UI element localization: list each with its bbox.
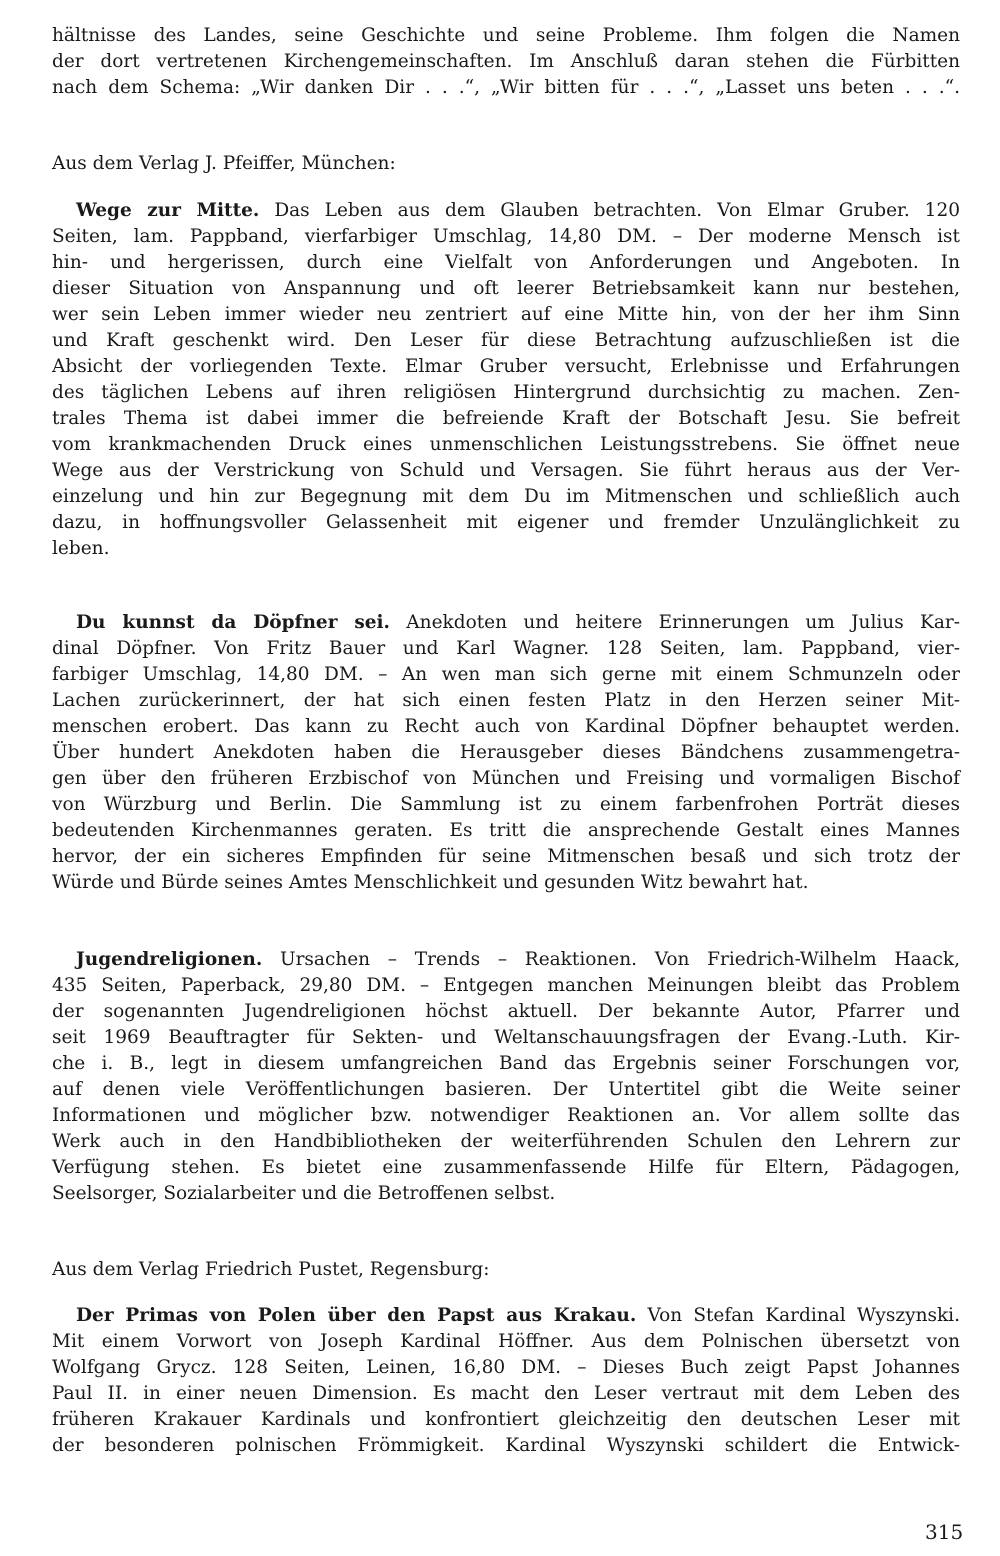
line-text: 435 Seiten, Paperback, 29,80 DM. – Entgegen manchen Meinungen bleibt das Problem [52, 975, 960, 996]
text-line [52, 484, 960, 510]
text-line [52, 999, 960, 1025]
text-line [52, 636, 960, 662]
text-line [52, 792, 960, 818]
text-line [52, 75, 960, 101]
line-text: Mit einem Vorwort von Joseph Kardinal Höffner. Aus dem Polnischen übersetzt von [52, 1331, 960, 1352]
line-text: Seelsorger, Sozialarbeiter und die Betroffenen selbst. [52, 1183, 556, 1204]
line-text: von Würzburg und Berlin. Die Sammlung ist zu einem farbenfrohen Porträt dieses [52, 794, 960, 815]
line-text: Über hundert Anekdoten haben die Herausgeber dieses Bändchens zusammengetra- [52, 742, 960, 763]
line-text: Wege aus der Verstrickung von Schuld und Versagen. Sie führt heraus aus der Ver- [52, 460, 960, 481]
line-text: und Kraft geschenkt wird. Den Leser für diese Betrachtung aufzuschließen ist die [52, 330, 960, 351]
text-line [52, 432, 960, 458]
line-text: Von Stefan Kardinal Wyszynski. [636, 1305, 960, 1326]
text-line [52, 1181, 555, 1207]
line-text: nach dem Schema: „Wir danken Dir . . .“, „Wir bitten für . . .“, „Lasset uns beten . . .“. [52, 77, 960, 98]
line-text: Würde und Bürde seines Amtes Menschlichkeit und gesunden Witz bewahrt hat. [52, 872, 809, 893]
text-line [52, 224, 960, 250]
line-text: dieser Situation von Anspannung und oft leerer Betriebsamkeit kann nur bestehen, [52, 278, 960, 299]
line-text: leben. [52, 538, 110, 559]
line-text: Aus dem Verlag Friedrich Pustet, Regensburg: [52, 1259, 490, 1280]
line-text: Lachen zurückerinnert, der hat sich einen festen Platz in den Herzen seiner Mit- [52, 690, 960, 711]
text-line [52, 328, 960, 354]
line-text: Wolfgang Grycz. 128 Seiten, Leinen, 16,80 DM. – Dieses Buch zeigt Papst Johannes [52, 1357, 960, 1378]
line-text: bedeutenden Kirchenmannes geraten. Es tritt die ansprechende Gestalt eines Mannes [52, 820, 960, 841]
text-line [52, 1025, 960, 1051]
page-number: 315 [925, 1520, 964, 1544]
line-text: vom krankmachenden Druck eines unmenschlichen Leistungsstrebens. Sie öffnet neue [52, 434, 960, 455]
text-line [52, 1381, 960, 1407]
text-line [52, 1407, 960, 1433]
text-line [52, 49, 960, 75]
line-text: dinal Döpfner. Von Fritz Bauer und Karl Wagner. 128 Seiten, lam. Pappband, vier- [52, 638, 960, 659]
text-line [52, 818, 960, 844]
line-text: farbiger Umschlag, 14,80 DM. – An wen man sich gerne mit einem Schmunzeln oder [52, 664, 960, 685]
text-line [52, 536, 109, 562]
book-title: Du kunnst da Döpfner sei. [76, 612, 390, 633]
line-text: seit 1969 Beauftragter für Sekten- und Weltanschauungsfragen der Evang.-Luth. Kir- [52, 1027, 960, 1048]
text-line [52, 1051, 960, 1077]
line-text: hervor, der ein sicheres Empfinden für seine Mitmenschen besaß und sich trotz der [52, 846, 960, 867]
line-text: der dort vertretenen Kirchengemeinschaften. Im Anschluß daran stehen die Fürbitten [52, 51, 960, 72]
text-line [52, 406, 960, 432]
text-line [52, 766, 960, 792]
text-line [52, 250, 960, 276]
text-line [52, 151, 396, 177]
line-text: Absicht der vorliegenden Texte. Elmar Gruber versucht, Erlebnisse und Erfahrungen [52, 356, 960, 377]
review-heading-line [76, 1303, 960, 1329]
line-text: Seiten, lam. Pappband, vierfarbiger Umschlag, 14,80 DM. – Der moderne Mensch ist [52, 226, 960, 247]
line-text: hältnisse des Landes, seine Geschichte und seine Probleme. Ihm folgen die Namen [52, 25, 960, 46]
line-text: des täglichen Lebens auf ihren religiösen Hintergrund durchsichtig zu machen. Zen- [52, 382, 960, 403]
review-heading-line [76, 610, 960, 636]
text-line [52, 1355, 960, 1381]
text-line [52, 276, 960, 302]
text-line [52, 870, 809, 896]
text-line [52, 1433, 960, 1459]
line-text: Informationen und möglicher bzw. notwendiger Reaktionen an. Vor allem sollte das [52, 1105, 960, 1126]
text-line [52, 1155, 960, 1181]
line-text: Das Leben aus dem Glauben betrachten. Von Elmar Gruber. 120 [259, 200, 960, 221]
review-heading-line [76, 947, 960, 973]
line-text: Paul II. in einer neuen Dimension. Es macht den Leser vertraut mit dem Leben des [52, 1383, 960, 1404]
line-text: hin- und hergerissen, durch eine Vielfalt von Anforderungen und Angeboten. In [52, 252, 960, 273]
line-text: Verfügung stehen. Es bietet eine zusammenfassende Hilfe für Eltern, Pädagogen, [52, 1157, 960, 1178]
line-text: gen über den früheren Erzbischof von München und Freising und vormaligen Bischof [52, 768, 960, 789]
text-line [52, 510, 960, 536]
text-line [52, 844, 960, 870]
text-line [52, 1103, 960, 1129]
text-line [52, 458, 960, 484]
text-line [52, 1077, 960, 1103]
line-text: Aus dem Verlag J. Pfeiffer, München: [52, 153, 396, 174]
text-line [52, 1329, 960, 1355]
book-title: Jugendreligionen. [76, 949, 263, 970]
text-line [52, 973, 960, 999]
line-text: dazu, in hoffnungsvoller Gelassenheit mit eigener und fremder Unzulänglichkeit zu [52, 512, 960, 533]
line-text: wer sein Leben immer wieder neu zentriert auf eine Mitte hin, von der her ihm Sinn [52, 304, 960, 325]
line-text: einzelung und hin zur Begegnung mit dem Du im Mitmenschen und schließlich auch [52, 486, 960, 507]
line-text: der besonderen polnischen Frömmigkeit. Kardinal Wyszynski schildert die Entwick- [52, 1435, 960, 1456]
text-line [52, 380, 960, 406]
text-line [52, 1257, 489, 1283]
line-text: früheren Krakauer Kardinals und konfrontiert gleichzeitig den deutschen Leser mit [52, 1409, 960, 1430]
line-text: Werk auch in den Handbibliotheken der weiterführenden Schulen den Lehrern zur [52, 1131, 960, 1152]
line-text: der sogenannten Jugendreligionen höchst aktuell. Der bekannte Autor, Pfarrer und [52, 1001, 960, 1022]
text-line [52, 740, 960, 766]
text-line [52, 1129, 960, 1155]
text-line [52, 23, 960, 49]
text-line [52, 302, 960, 328]
text-line [52, 662, 960, 688]
text-line [52, 714, 960, 740]
text-line [52, 688, 960, 714]
review-heading-line [76, 198, 960, 224]
line-text: Anekdoten und heitere Erinnerungen um Julius Kar- [389, 612, 960, 633]
text-line [52, 354, 960, 380]
line-text: che i. B., legt in diesem umfangreichen Band das Ergebnis seiner Forschungen vor, [52, 1053, 960, 1074]
line-text: menschen erobert. Das kann zu Recht auch von Kardinal Döpfner behauptet werden. [52, 716, 960, 737]
book-title: Wege zur Mitte. [76, 200, 260, 221]
line-text: Ursachen – Trends – Reaktionen. Von Friedrich-Wilhelm Haack, [262, 949, 960, 970]
line-text: trales Thema ist dabei immer die befreiende Kraft der Botschaft Jesu. Sie befreit [52, 408, 960, 429]
line-text: auf denen viele Veröffentlichungen basieren. Der Untertitel gibt die Weite seiner [52, 1079, 960, 1100]
book-title: Der Primas von Polen über den Papst aus Krakau. [76, 1305, 637, 1326]
